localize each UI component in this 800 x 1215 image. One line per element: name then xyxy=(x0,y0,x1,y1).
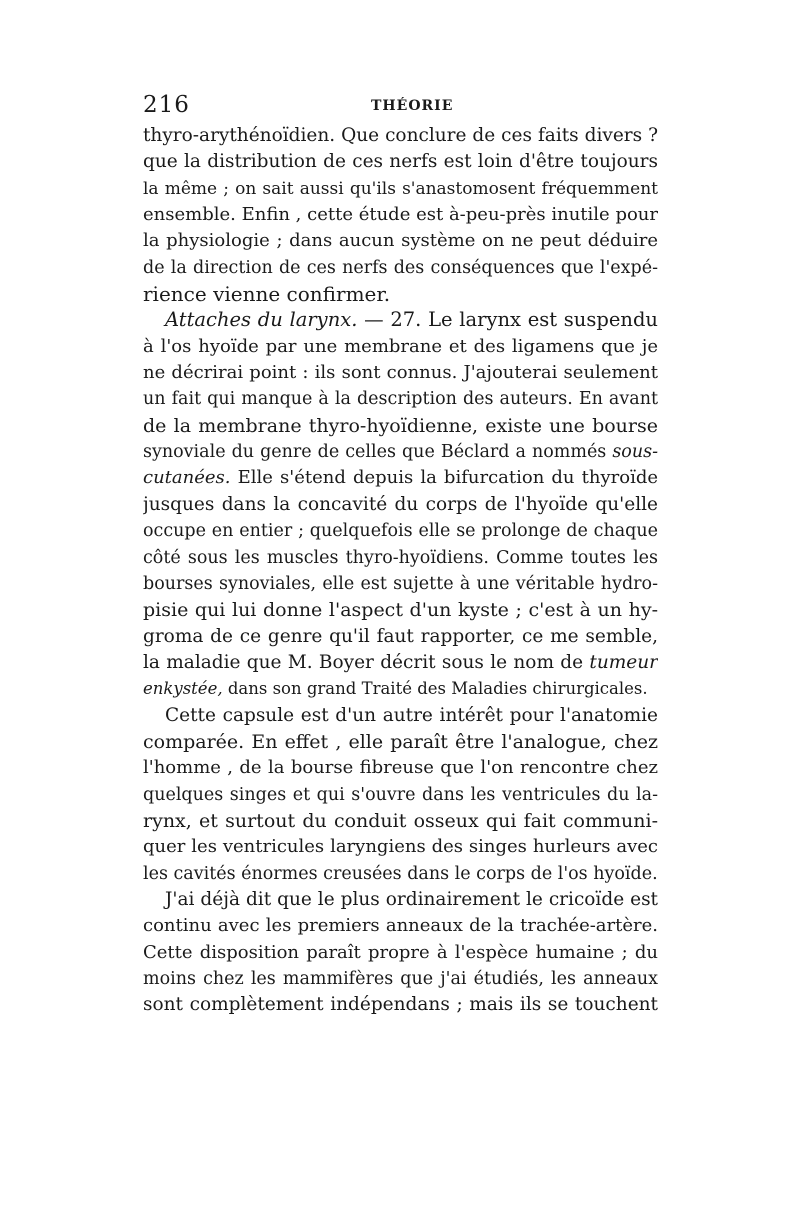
line-text: — 27. Le larynx est suspendu xyxy=(357,308,658,332)
line-text: la maladie que M. Boyer décrit sous le nom de xyxy=(143,651,590,673)
line-text: dans son grand Traité des Maladies chirurgicales. xyxy=(222,679,648,699)
running-head: THÉORIE xyxy=(371,98,454,114)
line-text: à l'os hyoïde par une membrane et des ligamens que je xyxy=(143,335,658,357)
text-line xyxy=(143,966,658,992)
line-text: l'homme , de la bourse fibreuse que l'on rencontre chez xyxy=(143,757,658,779)
line-text: rynx, et surtout du conduit osseux qui fait communi- xyxy=(143,809,658,832)
text-line xyxy=(143,887,658,913)
line-text: J'ai déjà dit que le plus ordinairement le cricoïde est xyxy=(165,888,658,910)
line-text: côté sous les muscles thyro-hyoïdiens. Comme toutes les xyxy=(143,547,658,568)
text-line xyxy=(143,729,658,755)
text-line xyxy=(143,676,658,702)
line-text: sont complètement indépendans ; mais ils se touchent xyxy=(143,994,658,1016)
page-number: 216 xyxy=(143,92,190,118)
line-text: la physiologie ; dans aucun système on ne peut déduire xyxy=(143,230,658,252)
italic-text: cutanées. xyxy=(143,467,231,489)
text-line xyxy=(143,492,658,518)
line-text: Elle s'étend depuis la bifurcation du thyroïde xyxy=(230,467,658,489)
line-text: ensemble. Enfin , cette étude est à-peu-près inutile pour xyxy=(143,204,658,226)
text-line xyxy=(143,176,658,202)
text-line xyxy=(143,624,658,650)
text-line xyxy=(143,597,658,623)
text-line xyxy=(143,202,658,228)
text-line xyxy=(143,782,658,808)
text-line xyxy=(143,992,658,1018)
text-line xyxy=(143,360,658,386)
line-text: occupe en entier ; quelquefois elle se prolonge de chaque xyxy=(143,521,658,542)
text-line xyxy=(143,834,658,860)
line-text: moins chez les mammifères que j'ai étudiés, les anneaux xyxy=(143,969,658,989)
text-line xyxy=(143,255,658,281)
text-line xyxy=(143,281,658,307)
text-line xyxy=(143,861,658,887)
text-line xyxy=(143,650,658,676)
line-text: synoviale du genre de celles que Béclard a nommés xyxy=(143,442,613,463)
line-text: Cette disposition paraît propre à l'espèce humaine ; du xyxy=(143,941,658,963)
line-text: pisie qui lui donne l'aspect d'un kyste ; c'est à un hy- xyxy=(143,599,658,622)
text-line xyxy=(143,334,658,360)
text-line xyxy=(143,518,658,544)
line-text: bourses synoviales, elle est sujette à une véritable hydro- xyxy=(143,573,658,594)
body-text xyxy=(143,123,658,1019)
line-text: un fait qui manque à la description des auteurs. En avant xyxy=(143,389,658,410)
line-text: la même ; on sait aussi qu'ils s'anastomosent fréquemment xyxy=(143,178,658,199)
italic-text: tumeur xyxy=(589,651,658,673)
line-text: de la membrane thyro-hyoïdienne, existe une bourse xyxy=(143,414,658,437)
page-header xyxy=(143,92,663,122)
line-text: Cette capsule est d'un autre intérêt pour l'anatomie xyxy=(165,704,658,726)
text-line xyxy=(143,940,658,966)
text-line xyxy=(143,123,658,149)
text-line xyxy=(143,465,658,491)
italic-text: Attaches du larynx. xyxy=(165,308,358,332)
text-line xyxy=(143,703,658,729)
text-line xyxy=(143,545,658,571)
line-text: quelques singes et qui s'ouvre dans les ventricules du la- xyxy=(143,784,658,805)
line-text: de la direction de ces nerfs des conséquences que l'expé- xyxy=(143,257,658,278)
text-line xyxy=(143,413,658,439)
line-text: jusques dans la concavité du corps de l'hyoïde qu'elle xyxy=(143,493,658,515)
line-text: les cavités énormes creusées dans le corps de l'os hyoïde. xyxy=(143,863,658,884)
line-text: que la distribution de ces nerfs est loin d'être toujours xyxy=(143,151,658,173)
text-line xyxy=(143,228,658,254)
text-line xyxy=(143,571,658,597)
text-line xyxy=(143,386,658,412)
line-text: continu avec les premiers anneaux de la trachée-artère. xyxy=(143,915,658,937)
line-text: quer les ventricules laryngiens des singes hurleurs avec xyxy=(143,836,658,858)
line-text: ne décrirai point : ils sont connus. J'ajouterai seulement xyxy=(143,362,658,384)
text-line xyxy=(143,307,658,333)
line-text: rience vienne confirmer. xyxy=(143,282,391,307)
italic-text: enkystée, xyxy=(143,679,223,699)
line-text: thyro-arythénoïdien. Que conclure de ces faits divers ? xyxy=(143,125,658,146)
line-text: groma de ce genre qu'il faut rapporter, ce me semble, xyxy=(143,625,658,647)
text-line xyxy=(143,755,658,781)
line-text: comparée. En effet , elle paraît être l'analogue, chez xyxy=(143,730,658,753)
text-line xyxy=(143,149,658,175)
text-line xyxy=(143,913,658,939)
italic-text: sous- xyxy=(612,442,658,463)
text-line xyxy=(143,808,658,834)
text-line xyxy=(143,439,658,465)
